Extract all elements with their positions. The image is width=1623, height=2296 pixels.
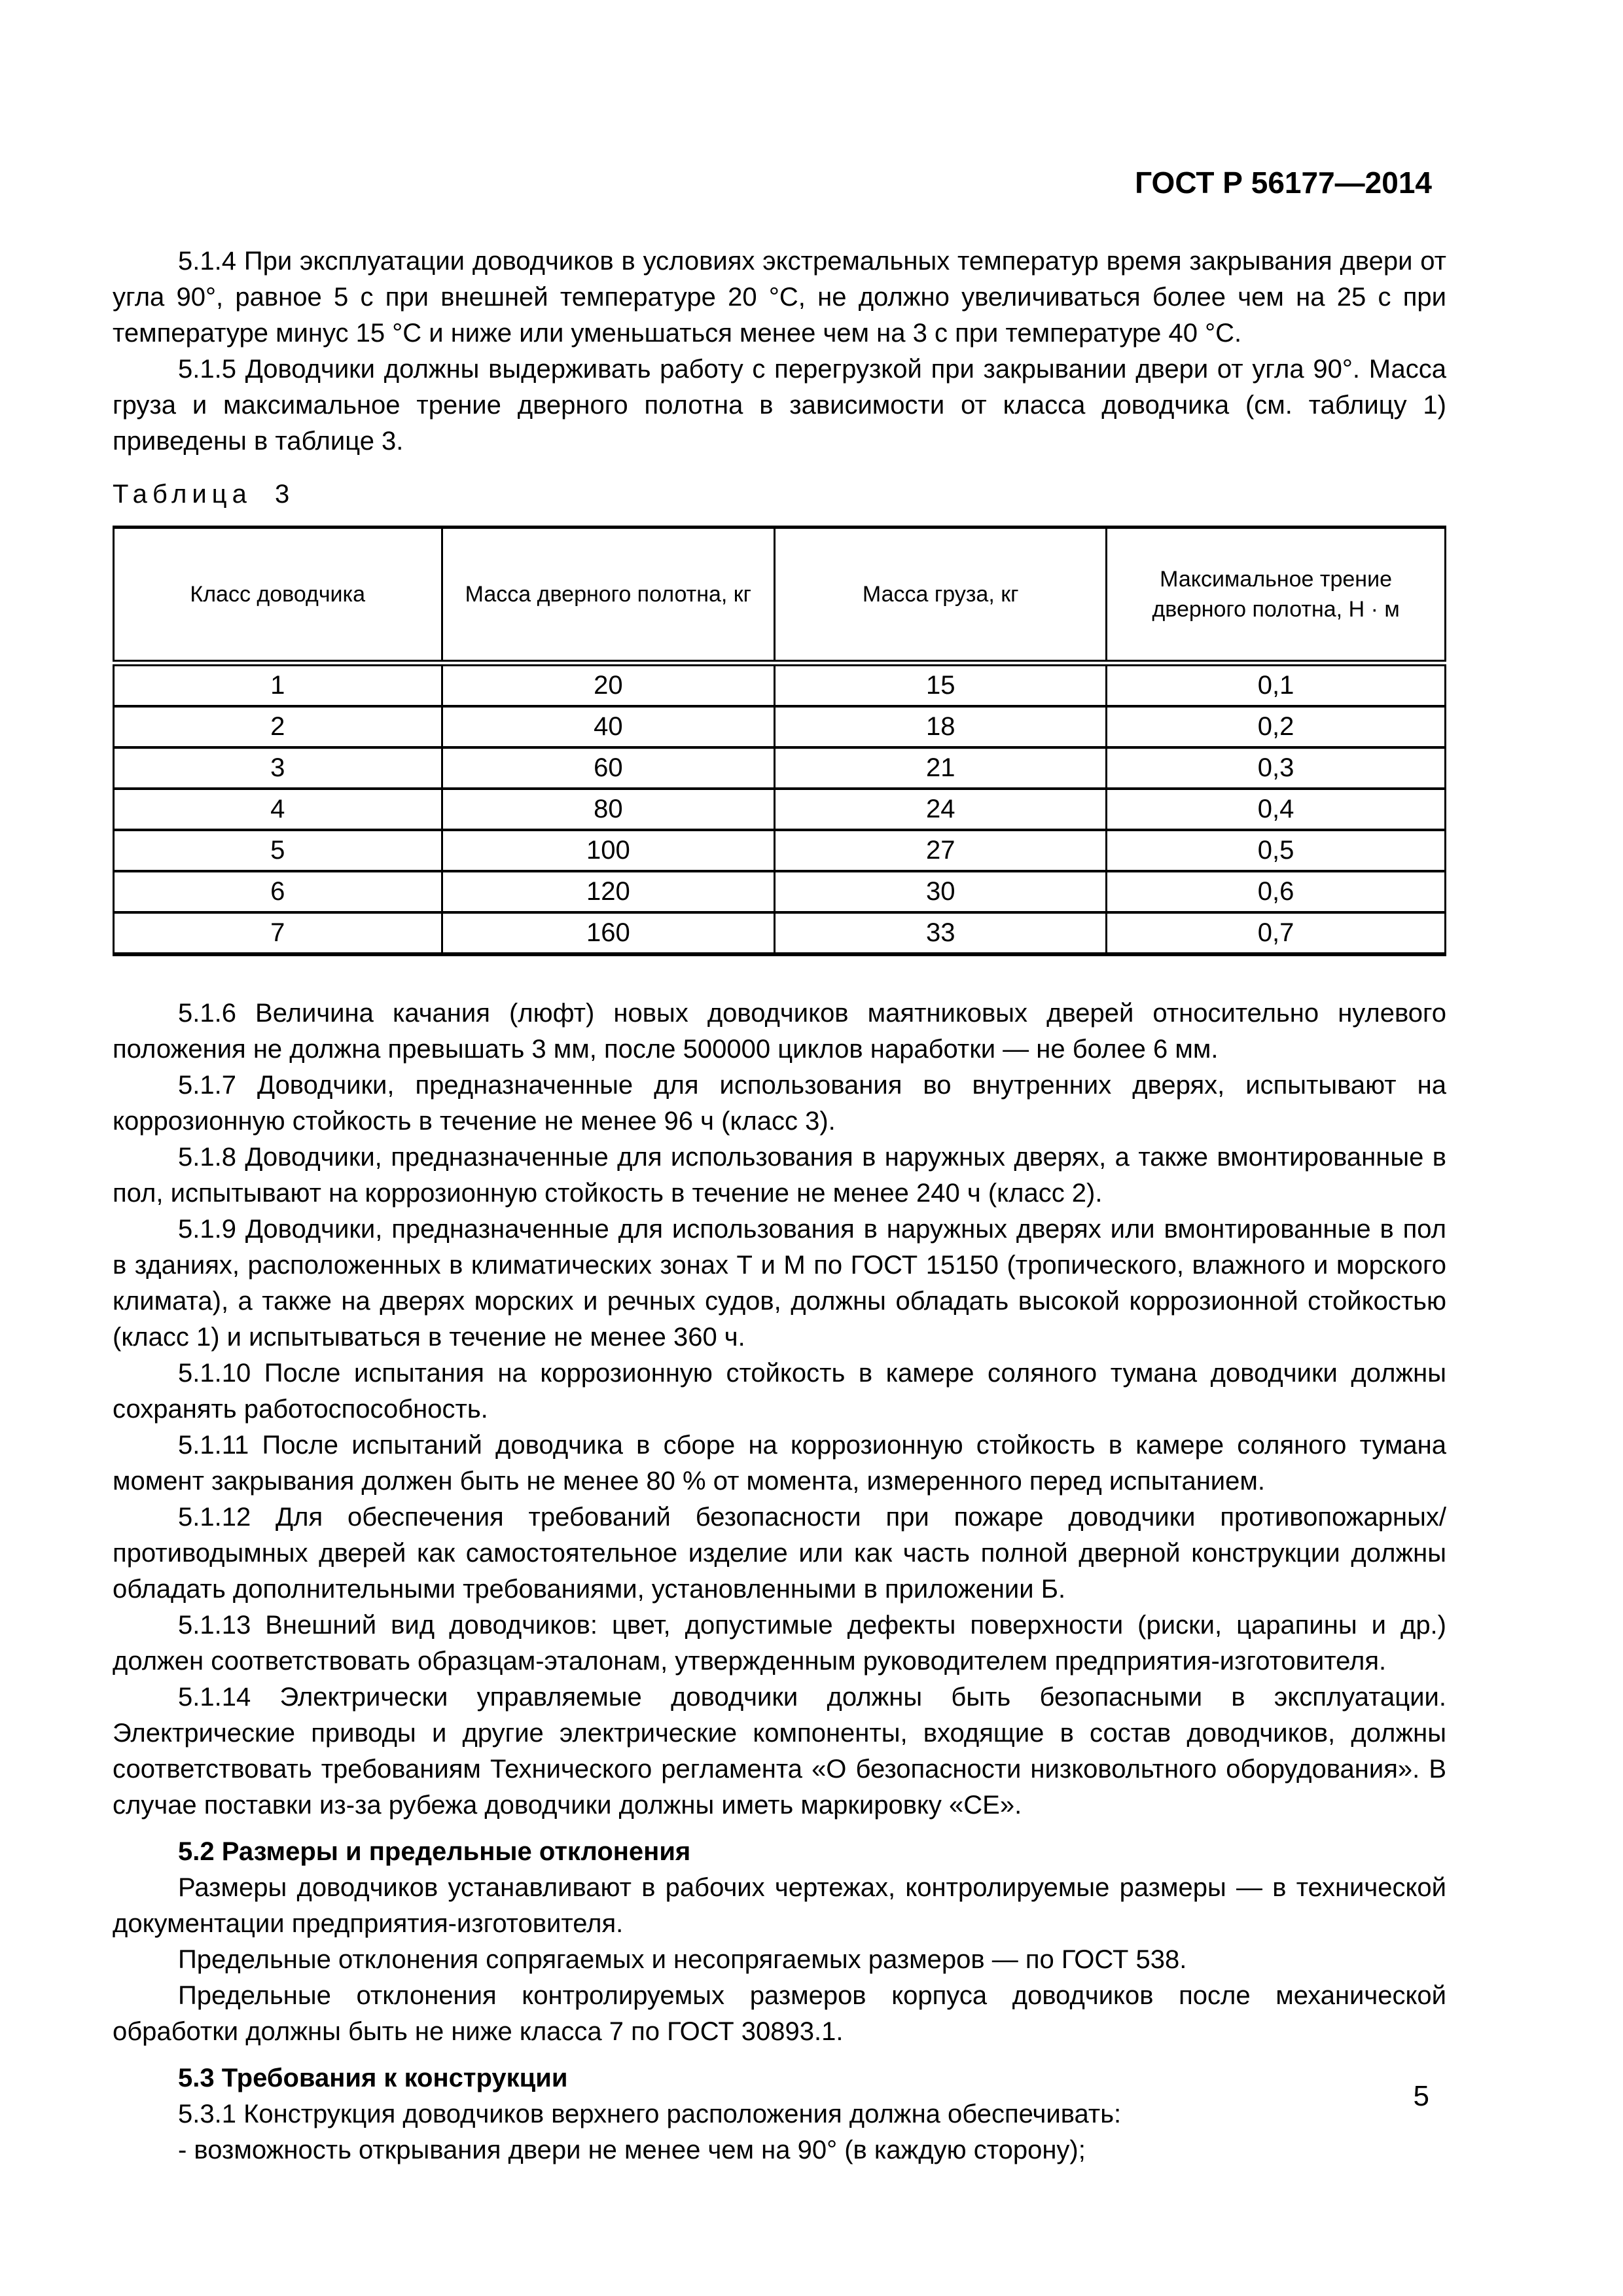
table-cell: 1 <box>270 671 285 700</box>
column-header-class: Класс доводчика <box>114 528 442 664</box>
paragraph: Размеры доводчиков устанавливают в рабочих чертежах, контролируемые размеры — в технической документации предприятия-изготовителя. <box>113 1873 1446 1938</box>
table-cell: 18 <box>775 706 1107 747</box>
table-cell: 40 <box>442 706 775 747</box>
table-cell: 30 <box>775 871 1107 912</box>
table-cell: 7 <box>114 912 442 954</box>
paragraphs-after-table <box>113 996 1446 2168</box>
table-3 <box>113 526 1446 956</box>
table-header <box>114 528 1446 664</box>
table-cell: 0,6 <box>1107 871 1446 912</box>
table-cell: 0,7 <box>1107 912 1446 954</box>
paragraph: 5.1.4 При эксплуатации доводчиков в условиях экстремальных температур время закрывания двери от угла 90°, равное 5 с при внешней температуре 20 °С, не должно увеличиваться более чем на 25 с при температуре минус 15 °С и ниже или уменьшаться менее чем на 3 с при температуре 40 °С. <box>113 247 1446 348</box>
table-body <box>114 663 1446 954</box>
column-header-load-mass: Масса груза, кг <box>775 528 1107 664</box>
paragraph: Предельные отклонения контролируемых размеров корпуса доводчиков после механической обработки должны быть не ниже класса 7 по ГОСТ 30893.1. <box>113 1981 1446 2046</box>
paragraph: 5.3.1 Конструкция доводчиков верхнего расположения должна обеспечивать: <box>178 2100 1122 2128</box>
table-row <box>114 706 1446 747</box>
paragraph: 5.1.13 Внешний вид доводчиков: цвет, допустимые дефекты поверхности (риски, царапины и др.) должен соответствовать образцам-эталонам, утвержденным руководителем предприятия-изготовителя. <box>113 1611 1446 1676</box>
column-header-door-mass: Масса дверного полотна, кг <box>442 528 775 664</box>
table-cell: 100 <box>442 830 775 871</box>
page-number: 5 <box>1413 2080 1429 2112</box>
paragraph: 5.1.6 Величина качания (люфт) новых доводчиков маятниковых дверей относительно нулевого положения не должна превышать 3 мм, после 500000 циклов наработки — не более 6 мм. <box>113 999 1446 1064</box>
table-cell: 6 <box>114 871 442 912</box>
paragraph: 5.1.5 Доводчики должны выдерживать работу с перегрузкой при закрывании двери от угла 90°. Масса груза и максимальное трение дверного полотна в зависимости от класса доводчика (см. таблицу 1) приведены в таблице 3. <box>113 355 1446 456</box>
page-content <box>113 243 1446 2168</box>
table-cell: 0,3 <box>1107 747 1446 789</box>
table-cell: 33 <box>775 912 1107 954</box>
paragraph: 5.1.9 Доводчики, предназначенные для использования в наружных дверях или вмонтированные в пол в зданиях, расположенных в климатических зонах Т и М по ГОСТ 15150 (тропического, влажного и морского климата), а также на дверях морских и речных судов, должны обладать высокой коррозионной стойкостью (класс 1) и испытываться в течение не менее 360 ч. <box>113 1215 1446 1352</box>
table-row <box>114 789 1446 830</box>
doc-code: ГОСТ Р 56177—2014 <box>1135 166 1432 200</box>
table-header-row <box>114 528 1446 664</box>
section-heading: 5.3 Требования к конструкции <box>178 2064 568 2092</box>
table-cell: 160 <box>442 912 775 954</box>
table-cell: 20 <box>442 663 775 706</box>
section-heading: 5.2 Размеры и предельные отклонения <box>178 1837 691 1866</box>
table-cell: 60 <box>442 747 775 789</box>
table-row <box>114 871 1446 912</box>
paragraph: 5.1.7 Доводчики, предназначенные для использования во внутренних дверях, испытывают на коррозионную стойкость в течение не менее 96 ч (класс 3). <box>113 1071 1446 1136</box>
table-row <box>114 747 1446 789</box>
table-row <box>114 912 1446 954</box>
paragraphs-before-table <box>113 243 1446 459</box>
table-cell: 4 <box>114 789 442 830</box>
table-cell: 15 <box>775 663 1107 706</box>
table-cell: 5 <box>114 830 442 871</box>
table-cell: 0,1 <box>1107 663 1446 706</box>
table-cell: 27 <box>775 830 1107 871</box>
paragraph: Предельные отклонения сопрягаемых и несопрягаемых размеров — по ГОСТ 538. <box>178 1945 1187 1974</box>
table-cell: 3 <box>114 747 442 789</box>
table-cell: 21 <box>775 747 1107 789</box>
table-cell: 2 <box>114 706 442 747</box>
table-cell: 0,5 <box>1107 830 1446 871</box>
table-label: Таблица 3 <box>113 480 295 509</box>
paragraph: 5.1.11 После испытаний доводчика в сборе на коррозионную стойкость в камере соляного тумана момент закрывания должен быть не менее 80 % от момента, измеренного перед испытанием. <box>113 1431 1446 1496</box>
table-cell: 0,4 <box>1107 789 1446 830</box>
paragraph: 5.1.8 Доводчики, предназначенные для использования в наружных дверях, а также вмонтированные в пол, испытывают на коррозионную стойкость в течение не менее 240 ч (класс 2). <box>113 1143 1446 1208</box>
paragraph: 5.1.10 После испытания на коррозионную стойкость в камере соляного тумана доводчики должны сохранять работоспособность. <box>113 1359 1446 1424</box>
paragraph: 5.1.12 Для обеспечения требований безопасности при пожаре доводчики противопожарных/противодымных дверей как самостоятельное изделие или как часть полной дверной конструкции должны обладать дополнительными требованиями, установленными в приложении Б. <box>113 1503 1446 1604</box>
table-row <box>114 663 1446 706</box>
column-header-max-friction: Максимальное трение дверного полотна, Н · м <box>1107 528 1446 664</box>
table-cell: 120 <box>442 871 775 912</box>
paragraph: - возможность открывания двери не менее чем на 90° (в каждую сторону); <box>178 2136 1086 2164</box>
table-row <box>114 830 1446 871</box>
table-cell: 80 <box>442 789 775 830</box>
paragraph: 5.1.14 Электрически управляемые доводчики должны быть безопасными в эксплуатации. Электрические приводы и другие электрические компоненты, входящие в состав доводчиков, должны соответствовать требованиям Технического регламента «О безопасности низковольтного оборудования». В случае поставки из-за рубежа доводчики должны иметь маркировку «СЕ». <box>113 1683 1446 1820</box>
table-cell: 24 <box>775 789 1107 830</box>
table-cell: 0,2 <box>1107 706 1446 747</box>
